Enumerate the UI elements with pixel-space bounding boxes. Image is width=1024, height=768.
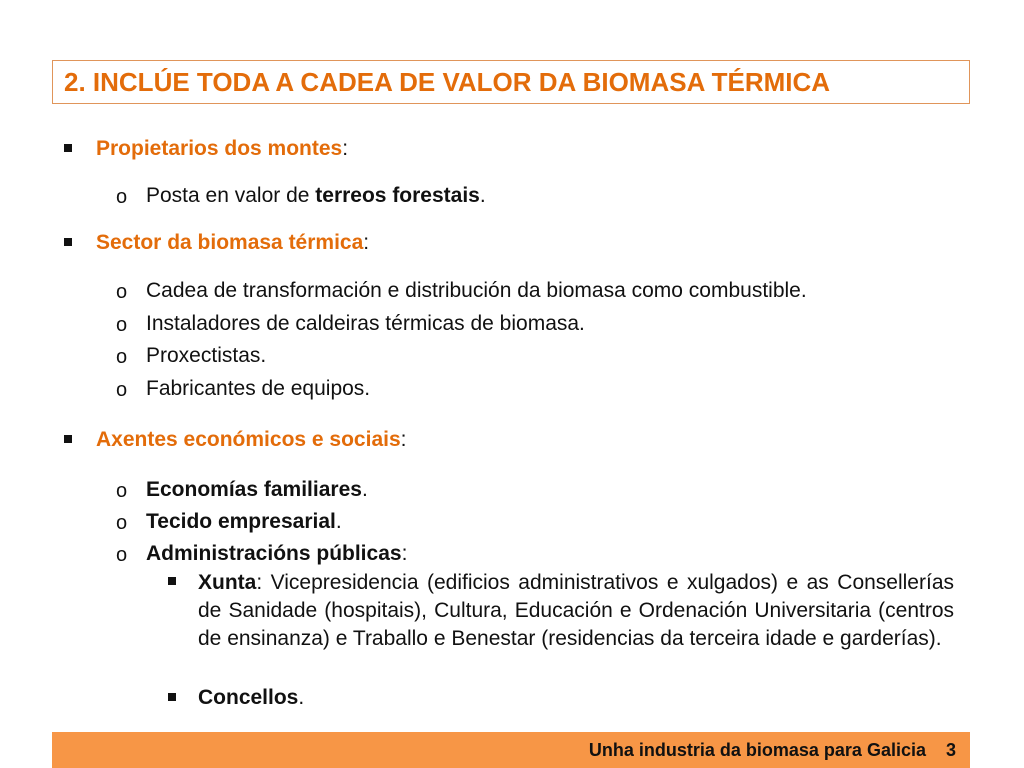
list-item: [146, 184, 486, 208]
item-bold-text: Economías familiares: [146, 478, 362, 501]
item-bold-text: Tecido empresarial: [146, 510, 336, 533]
list-item: [146, 510, 342, 534]
circle-bullet-icon: o: [116, 281, 128, 303]
circle-bullet-icon: o: [116, 186, 128, 208]
sub-item-bold: Xunta: [198, 571, 257, 594]
section-heading-text: Sector da biomasa térmica: [96, 231, 364, 254]
list-item: Fabricantes de equipos.: [146, 377, 371, 400]
list-item: Proxectistas.: [146, 344, 267, 367]
list-item: [146, 478, 368, 502]
sub-item-bold: Concellos: [198, 686, 299, 709]
square-bullet-icon: [64, 238, 72, 246]
item-punct: .: [479, 184, 486, 207]
circle-bullet-icon: o: [116, 480, 128, 502]
section-heading-text: Propietarios dos montes: [96, 137, 343, 160]
sub-item-xunta: [198, 569, 954, 653]
sub-item-concellos: [198, 686, 304, 710]
section-heading-text: Axentes económicos e sociais: [96, 428, 401, 451]
section-heading-owners: [96, 137, 348, 161]
sub-item-text: .: [298, 686, 305, 709]
footer-bar: [52, 732, 970, 768]
circle-bullet-icon: o: [116, 314, 128, 336]
circle-bullet-icon: o: [116, 544, 128, 566]
square-bullet-icon: [168, 693, 176, 701]
item-punct: .: [335, 510, 342, 533]
square-bullet-icon: [168, 577, 176, 585]
item-punct: :: [401, 542, 408, 565]
page-number: 3: [945, 739, 956, 760]
list-item: Cadea de transformación e distribución da biomasa como combustible.: [146, 279, 807, 302]
heading-colon: :: [363, 231, 370, 254]
slide-title: 2. INCLÚE TODA A CADEA DE VALOR DA BIOMASA TÉRMICA: [64, 66, 831, 97]
heading-colon: :: [342, 137, 349, 160]
item-bold-text: terreos forestais: [315, 184, 480, 207]
circle-bullet-icon: o: [116, 346, 128, 368]
footer-title: Unha industria da biomasa para Galicia: [588, 739, 926, 760]
section-heading-sector: [96, 231, 369, 255]
list-item: Instaladores de caldeiras térmicas de biomasa.: [146, 312, 585, 335]
item-text: Posta en valor de: [146, 184, 316, 207]
square-bullet-icon: [64, 435, 72, 443]
circle-bullet-icon: o: [116, 512, 128, 534]
square-bullet-icon: [64, 144, 72, 152]
heading-colon: :: [400, 428, 407, 451]
item-bold-text: Administracións públicas: [146, 542, 402, 565]
circle-bullet-icon: o: [116, 379, 128, 401]
list-item: [146, 542, 407, 566]
sub-item-text: : Vicepresidencia (edificios administrativos e xulgados) e as Consellerías de Sanidade (hospitais), Cultura, Educación e Ordenación Universitaria (centros de ensinanza) e Traballo e Benestar (residencias da terceira idade e garderías).: [198, 571, 954, 650]
section-heading-agents: [96, 428, 406, 452]
item-punct: .: [361, 478, 368, 501]
